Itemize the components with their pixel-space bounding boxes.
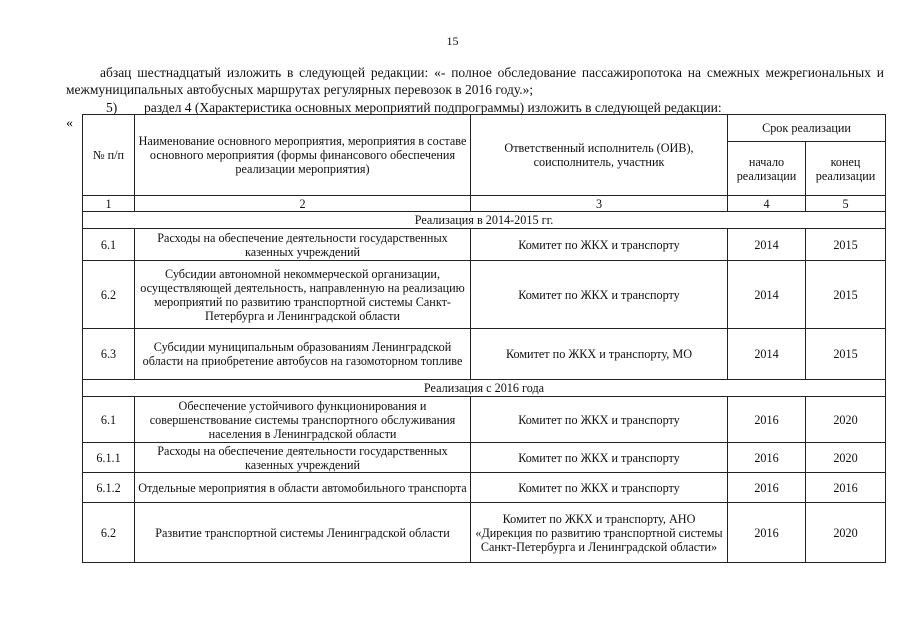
column-number: 5 bbox=[806, 196, 886, 212]
column-numbers-row bbox=[83, 196, 886, 212]
row-end: 2015 bbox=[806, 329, 886, 380]
row-name: Отдельные мероприятия в области автомобильного транспорта bbox=[135, 473, 471, 503]
row-executor: Комитет по ЖКХ и транспорту, АНО «Дирекция по развитию транспортной системы Санкт-Петербурга и Ленинградской области» bbox=[471, 503, 728, 563]
amendment-item-number: 5) bbox=[106, 100, 118, 115]
column-number: 2 bbox=[135, 196, 471, 212]
row-name: Обеспечение устойчивого функционирования и совершенствование системы транспортного обслуживания населения в Ленинградской области bbox=[135, 397, 471, 443]
row-executor: Комитет по ЖКХ и транспорту bbox=[471, 473, 728, 503]
header-period: Срок реализации bbox=[728, 115, 886, 142]
table-row bbox=[83, 443, 886, 473]
amendment-paragraph bbox=[66, 64, 884, 98]
opening-quote-mark: « bbox=[66, 116, 73, 131]
row-executor: Комитет по ЖКХ и транспорту, МО bbox=[471, 329, 728, 380]
table-row bbox=[83, 261, 886, 329]
row-start: 2016 bbox=[728, 397, 806, 443]
row-name: Расходы на обеспечение деятельности государственных казенных учреждений bbox=[135, 443, 471, 473]
row-name: Расходы на обеспечение деятельности государственных казенных учреждений bbox=[135, 229, 471, 261]
amendment-paragraph-text: абзац шестнадцатый изложить в следующей редакции: «- полное обследование пассажиропотока на смежных межрегиональных и межмуниципальных автобусных маршрутах регулярных перевозок в 2016 году.»; bbox=[66, 65, 884, 97]
table-row bbox=[83, 229, 886, 261]
row-start: 2016 bbox=[728, 503, 806, 563]
header-executor: Ответственный исполнитель (ОИВ), соисполнитель, участник bbox=[471, 115, 728, 196]
table-row bbox=[83, 503, 886, 563]
header-num: № п/п bbox=[83, 115, 135, 196]
amendment-item-text: раздел 4 (Характеристика основных мероприятий подпрограммы) изложить в следующей редакции: bbox=[144, 100, 722, 115]
row-executor: Комитет по ЖКХ и транспорту bbox=[471, 443, 728, 473]
table-row bbox=[83, 397, 886, 443]
row-num: 6.2 bbox=[83, 503, 135, 563]
row-name: Развитие транспортной системы Ленинградской области bbox=[135, 503, 471, 563]
row-num: 6.3 bbox=[83, 329, 135, 380]
row-start: 2014 bbox=[728, 261, 806, 329]
column-number: 3 bbox=[471, 196, 728, 212]
row-start: 2014 bbox=[728, 329, 806, 380]
row-name: Субсидии муниципальным образованиям Ленинградской области на приобретение автобусов на газомоторном топливе bbox=[135, 329, 471, 380]
header-end: конец реализации bbox=[806, 142, 886, 196]
row-name: Субсидии автономной некоммерческой организации, осуществляющей деятельность, направленную на реализацию мероприятий по развитию транспортной системы Санкт-Петербурга и Ленинградской области bbox=[135, 261, 471, 329]
row-end: 2015 bbox=[806, 229, 886, 261]
row-executor: Комитет по ЖКХ и транспорту bbox=[471, 229, 728, 261]
row-start: 2014 bbox=[728, 229, 806, 261]
page-number: 15 bbox=[446, 34, 459, 48]
header-start: начало реализации bbox=[728, 142, 806, 196]
row-num: 6.2 bbox=[83, 261, 135, 329]
table-row bbox=[83, 473, 886, 503]
column-number: 1 bbox=[83, 196, 135, 212]
row-end: 2016 bbox=[806, 473, 886, 503]
row-executor: Комитет по ЖКХ и транспорту bbox=[471, 397, 728, 443]
row-num: 6.1 bbox=[83, 397, 135, 443]
column-number: 4 bbox=[728, 196, 806, 212]
header-name: Наименование основного мероприятия, мероприятия в составе основного мероприятия (формы финансового обеспечения реализации мероприятия) bbox=[135, 115, 471, 196]
row-start: 2016 bbox=[728, 443, 806, 473]
row-num: 6.1 bbox=[83, 229, 135, 261]
section-heading-2016: Реализация с 2016 года bbox=[83, 380, 886, 397]
row-num: 6.1.2 bbox=[83, 473, 135, 503]
row-end: 2015 bbox=[806, 261, 886, 329]
table-row bbox=[83, 329, 886, 380]
row-num: 6.1.1 bbox=[83, 443, 135, 473]
measures-table bbox=[82, 114, 886, 563]
row-end: 2020 bbox=[806, 503, 886, 563]
row-end: 2020 bbox=[806, 397, 886, 443]
section-heading-2014-2015: Реализация в 2014-2015 гг. bbox=[83, 212, 886, 229]
row-start: 2016 bbox=[728, 473, 806, 503]
row-executor: Комитет по ЖКХ и транспорту bbox=[471, 261, 728, 329]
row-end: 2020 bbox=[806, 443, 886, 473]
